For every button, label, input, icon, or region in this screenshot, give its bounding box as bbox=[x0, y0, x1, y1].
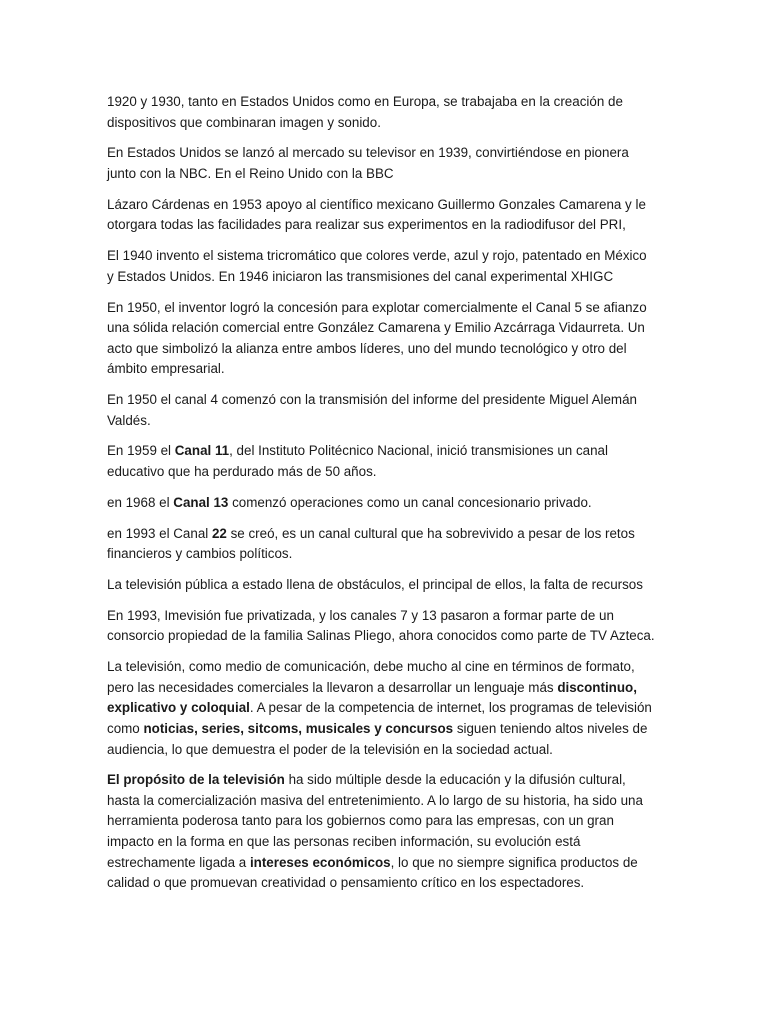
text-run: se creó, es un canal cultural que ha sobrevivido a pesar de los retos financieros y cambios políticos. bbox=[107, 525, 635, 562]
paragraph bbox=[107, 195, 655, 236]
text-run: ha sido múltiple desde la educación y la difusión cultural, hasta la comercialización masiva del entretenimiento. A lo largo de su historia, ha sido una herramienta poderosa tanto para los gobiernos como para las empresas, con un gran impacto en la forma en que las personas reciben información, su evolución está estrechamente ligada a bbox=[107, 772, 643, 870]
text-run: 1920 y 1930, tanto en Estados Unidos como en Europa, se trabajaba en la creación de dispositivos que combinaran imagen y sonido. bbox=[107, 94, 623, 130]
bold-text: El propósito de la televisión bbox=[107, 772, 285, 788]
text-run: comenzó operaciones como un canal concesionario privado. bbox=[228, 494, 592, 510]
text-run: en 1968 el bbox=[107, 494, 174, 510]
bold-text: 22 bbox=[211, 525, 227, 541]
paragraph bbox=[107, 92, 655, 133]
text-run: En 1950, el inventor logró la concesión para explotar comercialmente el Canal 5 se afianzo una sólida relación comercial entre González Camarena y Emilio Azcárraga Vidaurreta. Un acto que simbolizó la alianza entre ambos líderes, uno del mundo tecnológico y otro del ámbito empresarial. bbox=[107, 299, 647, 377]
bold-text: discontinuo, explicativo y coloquial bbox=[107, 679, 637, 716]
text-run: , lo que no siempre significa productos de calidad o que promuevan creatividad o pensamiento crítico en los espectadores. bbox=[107, 854, 638, 891]
text-run: en 1993 el Canal bbox=[107, 525, 212, 541]
paragraph bbox=[107, 575, 655, 596]
paragraph bbox=[107, 390, 655, 431]
paragraph bbox=[107, 493, 655, 514]
text-run: En 1993, Imevisión fue privatizada, y los canales 7 y 13 pasaron a formar parte de un consorcio propiedad de la familia Salinas Pliego, ahora conocidos como parte de TV Azteca. bbox=[107, 607, 655, 644]
text-run: En 1959 el bbox=[107, 443, 175, 459]
paragraph bbox=[107, 606, 655, 647]
document-body bbox=[107, 92, 655, 904]
text-run: En Estados Unidos se lanzó al mercado su televisor en 1939, convirtiéndose en pionera junto con la NBC. En el Reino Unido con la BBC bbox=[107, 145, 629, 181]
text-run: La televisión, como medio de comunicación, debe mucho al cine en términos de formato, pero las necesidades comerciales la llevaron a desarrollar un lenguaje más bbox=[107, 659, 635, 695]
paragraph bbox=[107, 657, 655, 760]
text-run: . A pesar de la competencia de internet, los programas de televisión como bbox=[107, 700, 652, 736]
bold-text: intereses económicos bbox=[249, 854, 391, 870]
paragraph bbox=[107, 524, 655, 565]
paragraph bbox=[107, 298, 655, 380]
text-run: Lázaro Cárdenas en 1953 apoyo al científico mexicano Guillermo Gonzales Camarena y le otorgara todas las facilidades para realizar sus experimentos en la radiodifusor del PRI, bbox=[107, 196, 646, 233]
bold-text: Canal 11 bbox=[174, 443, 230, 459]
paragraph bbox=[107, 770, 655, 894]
bold-text: noticias, series, sitcoms, musicales y concursos bbox=[143, 720, 454, 736]
text-run: , del Instituto Politécnico Nacional, inició transmisiones un canal educativo que ha perdurado más de 50 años. bbox=[107, 443, 608, 480]
bold-text: Canal 13 bbox=[173, 494, 229, 510]
paragraph bbox=[107, 441, 655, 482]
paragraph bbox=[107, 246, 655, 287]
text-run: El 1940 invento el sistema tricromático que colores verde, azul y rojo, patentado en México y Estados Unidos. En 1946 iniciaron las transmisiones del canal experimental XHIGC bbox=[107, 248, 647, 284]
text-run: La televisión pública a estado llena de obstáculos, el principal de ellos, la falta de recursos bbox=[107, 576, 643, 592]
text-run: siguen teniendo altos niveles de audiencia, lo que demuestra el poder de la televisión en la sociedad actual. bbox=[107, 720, 648, 757]
text-run: En 1950 el canal 4 comenzó con la transmisión del informe del presidente Miguel Alemán Valdés. bbox=[107, 392, 637, 428]
paragraph bbox=[107, 143, 655, 184]
